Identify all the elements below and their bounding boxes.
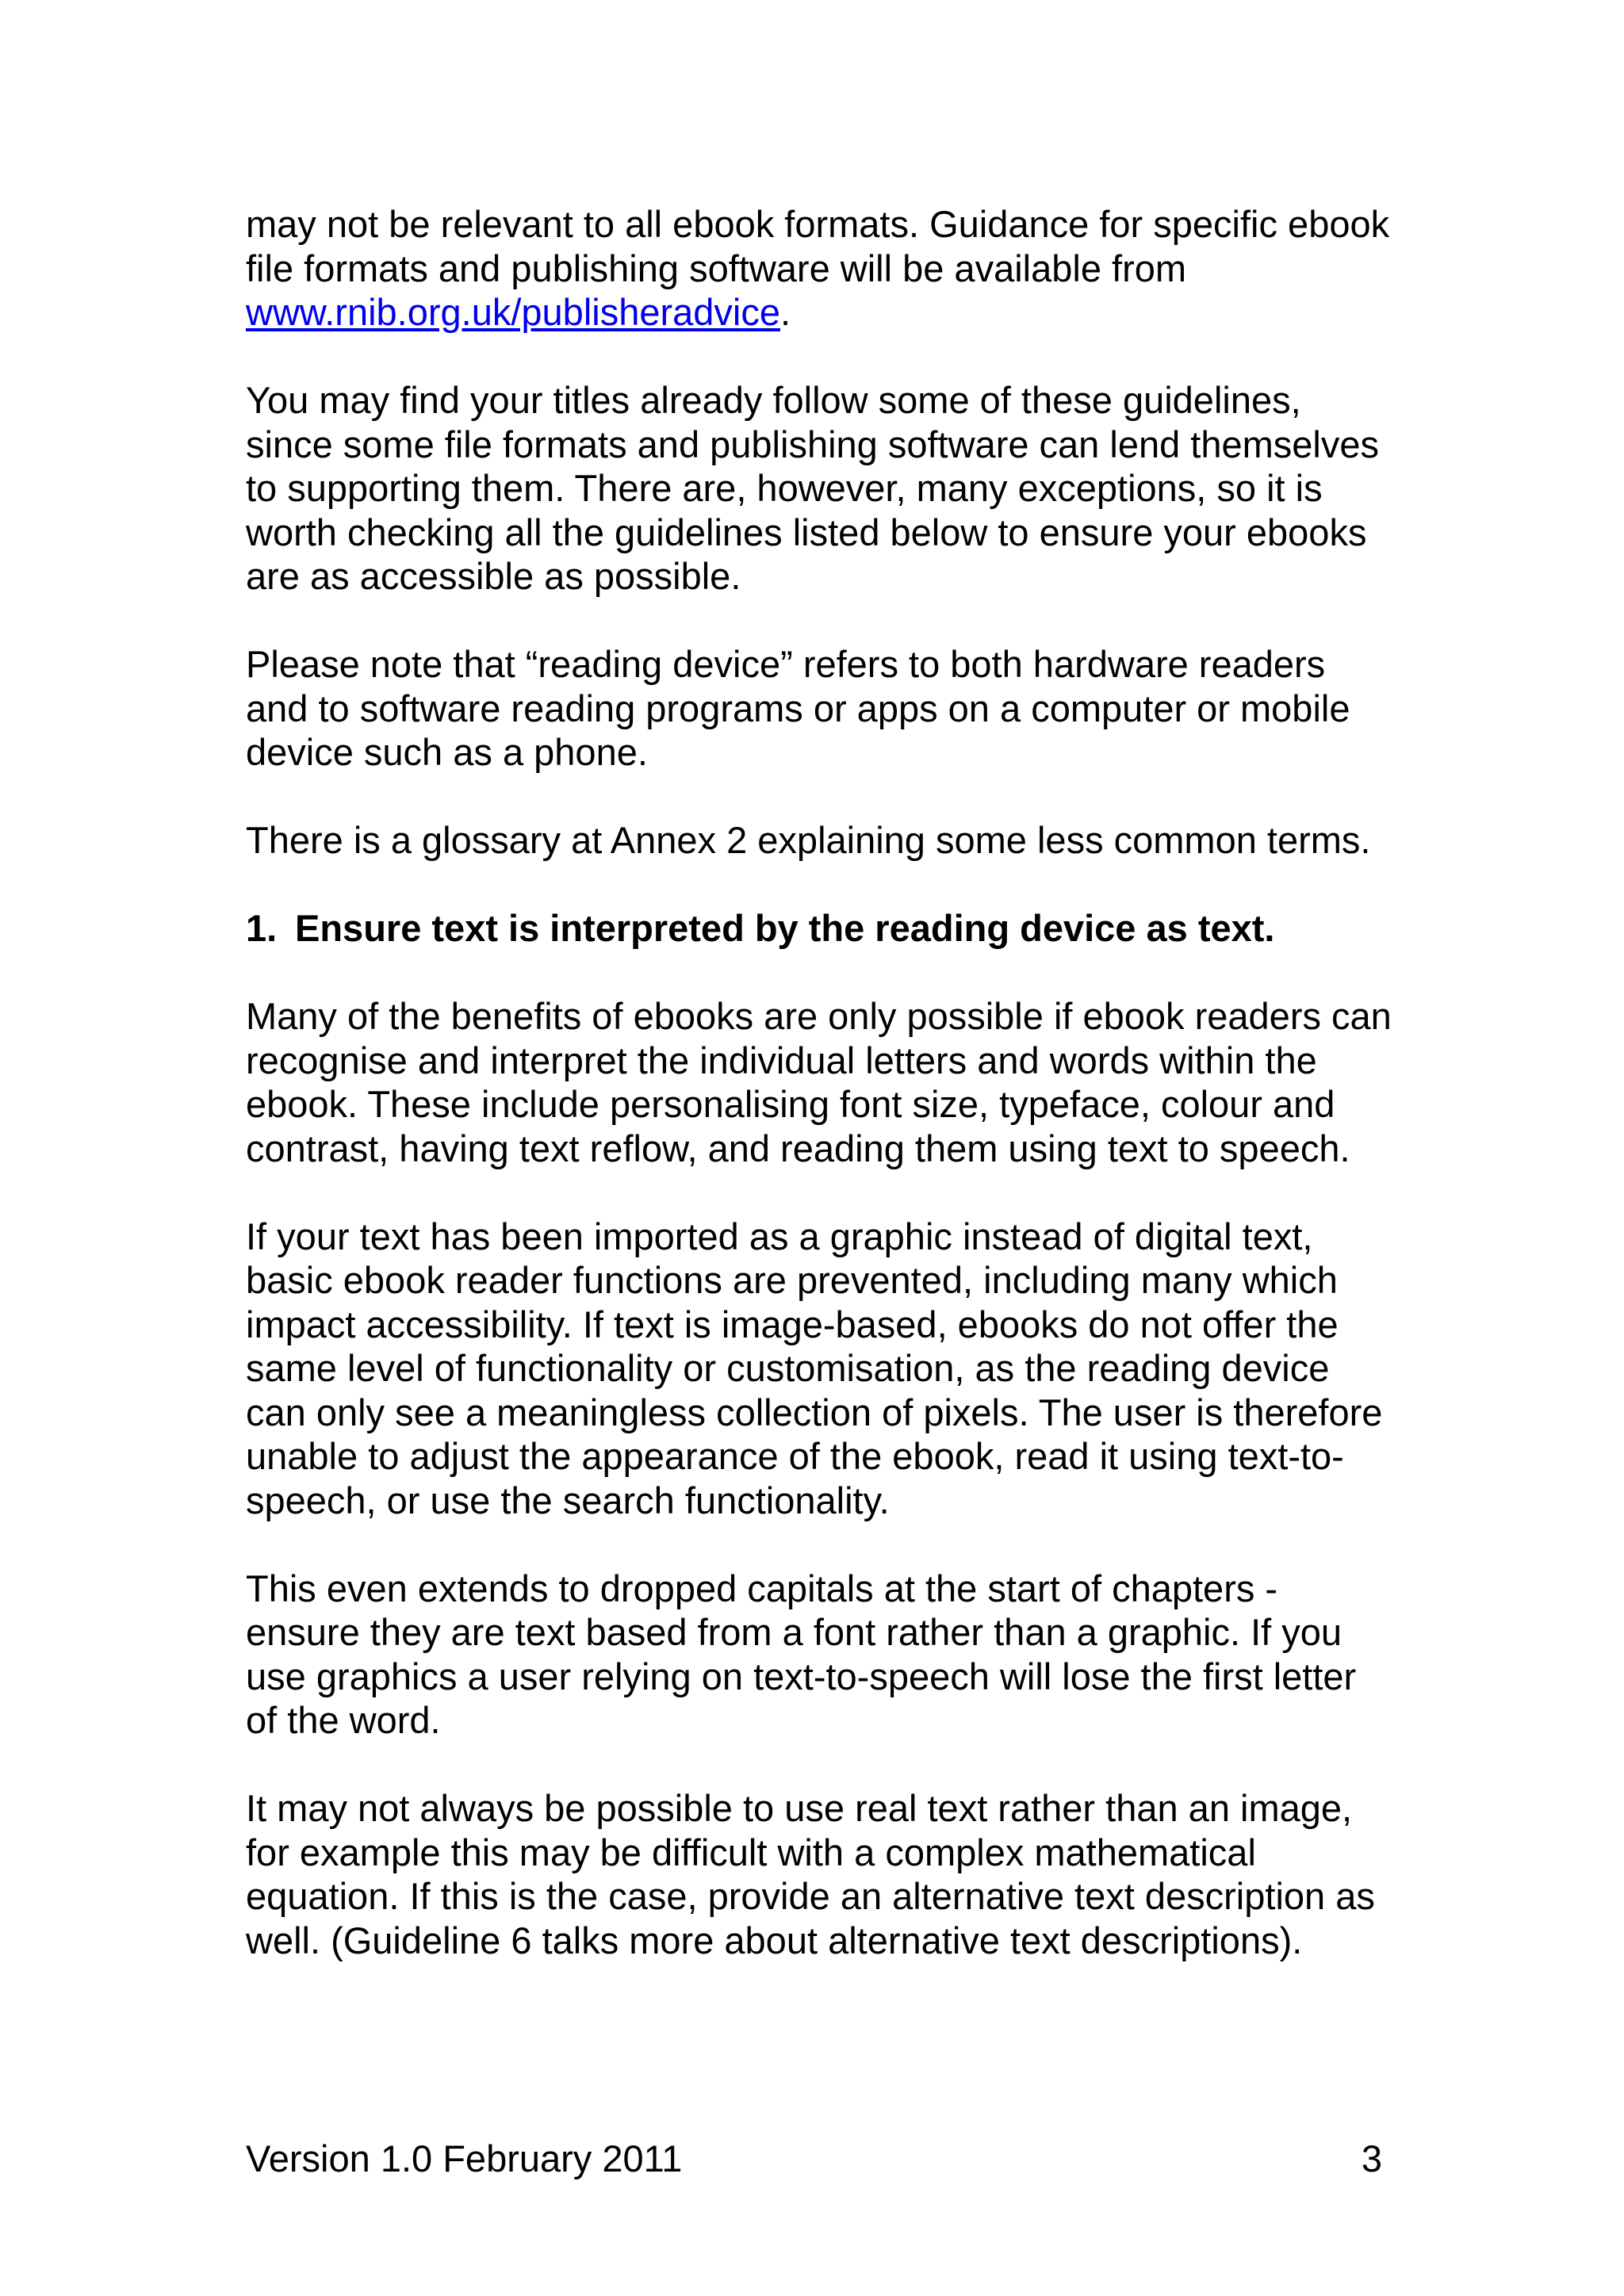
page-body [246, 202, 1396, 2007]
section-1-paragraph-4: It may not always be possible to use real text rather than an image, for example this may be difficult with a complex mathematical equation. If this is the case, provide an alternative text description as well. (Guideline 6 talks more about alternative text descriptions). [246, 1787, 1375, 1961]
section-1-heading [246, 906, 1396, 951]
intro-paragraph-1-end: . [780, 291, 791, 333]
intro-paragraph-2: You may find your titles already follow some of these guidelines, since some file formats and publishing software can lend themselves to supporting them. There are, however, many exceptions, so it is worth checking all the guidelines listed below to ensure your ebooks are as accessible as possible. [246, 379, 1380, 597]
section-1-paragraph-2: If your text has been imported as a graphic instead of digital text, basic ebook reader functions are prevented, including many which impact accessibility. If text is image-based, ebooks do not offer the same level of functionality or customisation, as the reading device can only see a meaningless collection of pixels. The user is therefore unable to adjust the appearance of the ebook, read it using text-to-speech, or use the search functionality. [246, 1215, 1383, 1521]
footer-version: Version 1.0 February 2011 [246, 2137, 683, 2179]
section-1-number: 1. [246, 907, 278, 949]
intro-paragraph-1 [246, 202, 1396, 335]
section-1-paragraph-1: Many of the benefits of ebooks are only possible if ebook readers can recognise and interpret the individual letters and words within the ebook. These include personalising font size, typeface, colour and contrast, having text reflow, and reading them using text to speech. [246, 995, 1392, 1169]
page-footer [246, 2137, 1382, 2181]
footer-page-number: 3 [1361, 2137, 1382, 2179]
section-1-title: Ensure text is interpreted by the reading device as text. [295, 907, 1275, 949]
publisher-advice-link[interactable]: www.rnib.org.uk/publisheradvice [246, 291, 780, 333]
intro-paragraph-1-text: may not be relevant to all ebook formats. Guidance for specific ebook file formats and publishing software will be available from [246, 203, 1390, 289]
section-1-paragraph-3: This even extends to dropped capitals at the start of chapters - ensure they are text based from a font rather than a graphic. If you use graphics a user relying on text-to-speech will lose the first letter of the word. [246, 1567, 1357, 1741]
intro-paragraph-4: There is a glossary at Annex 2 explaining some less common terms. [246, 819, 1371, 861]
intro-paragraph-3: Please note that “reading device” refers to both hardware readers and to software reading programs or apps on a computer or mobile device such as a phone. [246, 643, 1350, 773]
